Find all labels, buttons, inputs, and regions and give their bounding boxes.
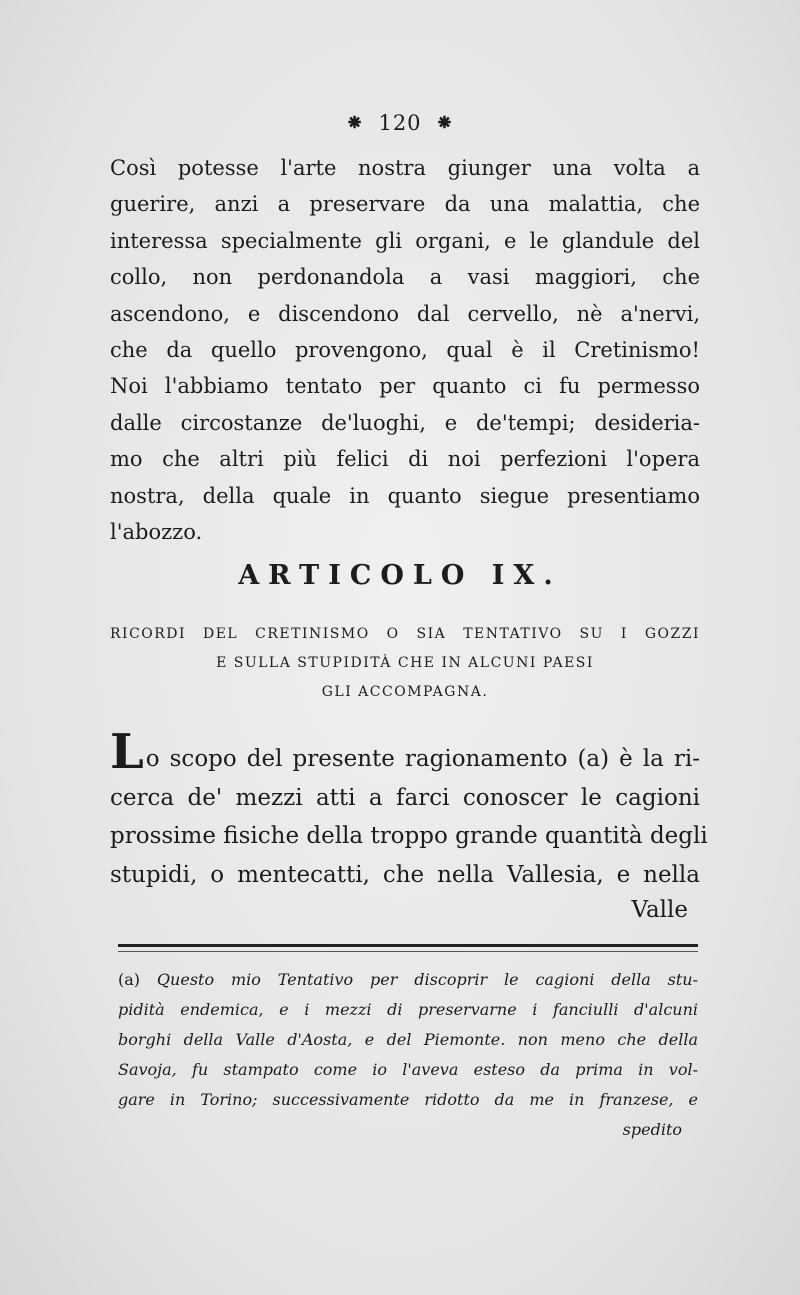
subtitle-line: GLI ACCOMPAGNA. (321, 684, 489, 700)
text-line: Noi l'abbiamo tentato per quanto ci fu permesso (110, 374, 700, 399)
text-line: prossime fisiche della troppo grande quantità degli (110, 823, 708, 849)
paragraph-intro (110, 150, 700, 550)
footnote-divider (118, 944, 698, 952)
ornament-right-icon: ⁕ (435, 110, 455, 136)
text-line: cerca de' mezzi atti a farci conoscer le cagioni (110, 784, 700, 811)
paragraph-main (110, 724, 708, 894)
text-line: ascendono, e discendono dal cervello, nè a'nervi, (110, 301, 700, 326)
footnote-line (118, 965, 698, 995)
footnote-line: borghi della Valle d'Aosta, e del Piemonte. non meno che della (118, 1030, 698, 1049)
ornament-left-icon: ⁕ (345, 110, 365, 136)
footnote-marker: (a) (118, 970, 141, 989)
subtitle-line: E SULLA STUPIDITÀ CHE IN ALCUNI PAESI (216, 655, 594, 671)
text-line: stupidi, o mentecatti, che nella Vallesia, e nella (110, 861, 700, 888)
text-line: mo che altri più felici di noi perfezioni l'opera (110, 447, 700, 472)
text-line: interessa specialmente gli organi, e le glandule del (110, 228, 700, 253)
subtitle-line: RICORDI DEL CRETINISMO O SIA TENTATIVO SU I GOZZI (110, 626, 700, 642)
page-number: 120 (378, 111, 422, 135)
article-heading: ARTICOLO IX. (238, 560, 562, 591)
footnote-line: Savoja, fu stampato come io l'aveva esteso da prima in vol- (118, 1060, 698, 1079)
text-line: l'abozzo. (110, 519, 203, 544)
running-header (0, 110, 800, 136)
text-line: nostra, della quale in quanto siegue presentiamo (110, 483, 700, 508)
text-line: Così potesse l'arte nostra giunger una volta a (110, 156, 700, 180)
text-line: guerire, anzi a preservare da una malattia, che (110, 192, 700, 217)
text-line: dalle circostanze de'luoghi, e de'tempi; desideria- (110, 410, 700, 435)
footnote-line: pidità endemica, e i mezzi di preservarne i fanciulli d'alcuni (118, 1000, 698, 1019)
text-line-content: o scopo del presente ragionamento (a) è la ri- (145, 746, 700, 772)
footnote-line: gare in Torino; successivamente ridotto da me in franzese, e (118, 1090, 698, 1109)
footnote-catchword: spedito (622, 1120, 682, 1139)
footnote (118, 965, 698, 1115)
catchword: Valle (631, 897, 688, 923)
text-line (110, 724, 700, 780)
text-line: collo, non perdonandola a vasi maggiori, che (110, 265, 700, 290)
text-line: che da quello provengono, qual è il Cretinismo! (110, 337, 700, 362)
article-subtitle (110, 620, 700, 707)
footnote-line-content: Questo mio Tentativo per discoprir le cagioni della stu- (156, 970, 698, 989)
drop-cap: L (110, 724, 144, 780)
